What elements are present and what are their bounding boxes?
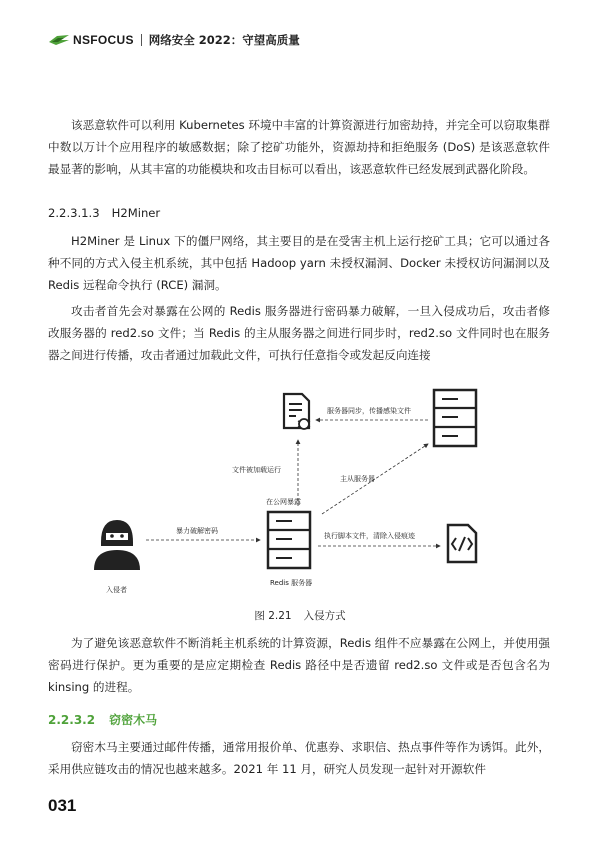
nsfocus-logo: [48, 33, 134, 47]
figure-number: 图 2.21: [254, 610, 292, 622]
redis-server-icon: [268, 512, 310, 568]
header-divider: [141, 34, 142, 46]
page-header: [48, 30, 300, 50]
master-slave-label: 主从服务器: [340, 475, 375, 483]
redis-server-label: Redis 服务器: [270, 579, 313, 587]
sync-label: 服务器同步，传播感染文件: [327, 407, 411, 415]
script-file-icon: [448, 525, 476, 562]
paragraph-2: H2Miner 是 Linux 下的僵尸网络，其主要目的是在受害主机上运行挖矿工具；它可以通过各种不同的方式入侵主机系统，其中包括 Hadoop yarn 未授权漏洞、Docker 未授权访问漏洞以及 Redis 远程命令执行 (RCE) 漏洞。: [48, 234, 550, 292]
attacker-icon: [94, 520, 140, 570]
section-title: H2Miner: [111, 206, 161, 220]
intrusion-diagram: [0, 380, 600, 600]
header-title: 网络安全 2022：守望高质量: [148, 33, 300, 47]
section-number: 2.2.3.2: [48, 713, 96, 727]
nsfocus-logo-icon: [48, 33, 70, 47]
paragraph-1: 该恶意软件可以利用 Kubernetes 环境中丰富的计算资源进行加密劫持，并完全可以窃取集群中数以万计个应用程序的敏感数据；除了挖矿功能外，资源劫持和拒绝服务 (DoS) 是该恶意软件最显著的影响，从其丰富的功能模块和攻击目标可以看出，该恶意软件已经发展到武器化阶段。: [48, 118, 550, 176]
exposed-label: 在公网暴露: [266, 498, 301, 506]
paragraph-5: 窃密木马主要通过邮件传播，通常用报价单、优惠券、求职信、热点事件等作为诱饵。此外，采用供应链攻击的情况也越来越多。2021 年 11 月，研究人员发现一起针对开源软件: [48, 740, 550, 776]
brute-force-label: 暴力破解密码: [176, 527, 218, 535]
paragraph-3: 攻击者首先会对暴露在公网的 Redis 服务器进行密码暴力破解，一旦入侵成功后，攻击者修改服务器的 red2.so 文件；当 Redis 的主从服务器之间进行同步时，red2.so 文件同时也在服务器之间进行传播，攻击者通过加载此文件，可执行任意指令或发起反向连接: [48, 304, 550, 362]
page-number: 031: [48, 796, 77, 815]
attacker-label: 入侵者: [106, 586, 127, 594]
section-heading-h2miner: [48, 206, 160, 220]
section-title: 窃密木马: [109, 713, 158, 727]
load-label: 文件被加载运行: [232, 466, 281, 474]
exec-label: 执行脚本文件，清除入侵痕迹: [324, 532, 415, 540]
figure-title: 入侵方式: [303, 610, 346, 622]
brand-name: NSFOCUS: [73, 33, 134, 47]
infected-file-icon: [284, 394, 310, 429]
master-server-icon: [434, 390, 476, 446]
section-number: 2.2.3.1.3: [48, 206, 100, 220]
master-slave-arrow: [322, 444, 428, 514]
paragraph-4: 为了避免该恶意软件不断消耗主机系统的计算资源，Redis 组件不应暴露在公网上，并使用强密码进行保护。更为重要的是应定期检查 Redis 路径中是否遗留 red2.so 文件或是否包含名为 kinsing 的进程。: [48, 636, 550, 694]
section-heading-trojan: [48, 711, 157, 728]
figure-caption: [0, 608, 600, 623]
